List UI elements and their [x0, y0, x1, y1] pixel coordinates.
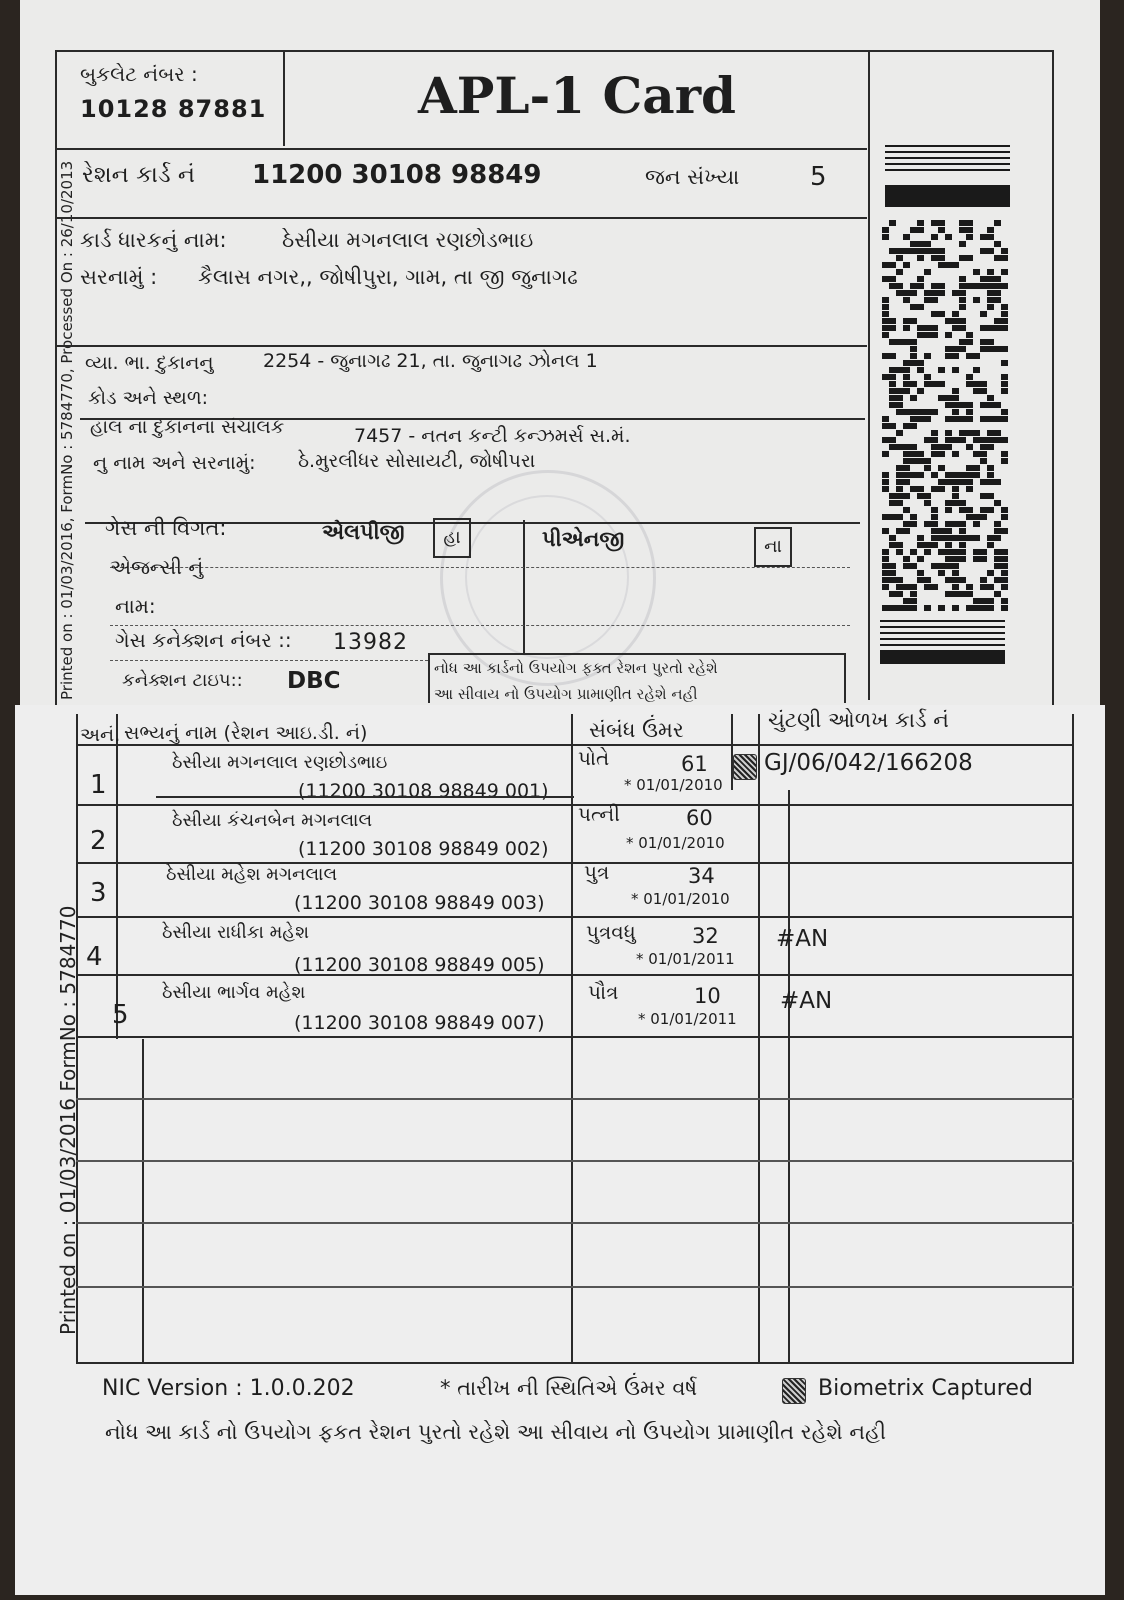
members-table: [76, 708, 1074, 1364]
header-underline: [76, 744, 1074, 746]
member-ration-id: (11200 30108 98849 005): [294, 954, 545, 976]
shop-label-1: વ્યા. ભા. દુકાનનુ: [85, 352, 214, 374]
lpg-label: એલપીજી: [322, 520, 405, 544]
row-line-3: [76, 916, 1074, 918]
ration-card-label: રેશન કાર્ડ નં: [82, 162, 196, 188]
gas-dash-3: [110, 660, 428, 661]
member-relation: પૌત્ર: [588, 980, 619, 1004]
member-voter-id: GJ/06/042/166208: [764, 750, 973, 776]
gas-column-divider: [523, 520, 525, 655]
member-ration-id: (11200 30108 98849 002): [298, 838, 549, 860]
connection-type-value: DBC: [287, 668, 341, 694]
fingerprint-icon: [733, 754, 757, 780]
booklet-divider: [283, 50, 285, 146]
address-label: સરનામું :: [80, 265, 158, 289]
member-name: ઠેસીયા રાધીકા મહેશ: [162, 922, 309, 943]
member-name: ઠેસીયા મહેશ મગનલાલ: [166, 864, 338, 885]
empty-row-line-2: [76, 1160, 1074, 1162]
row-line-4: [76, 974, 1074, 976]
member-serial: 1: [90, 770, 107, 800]
member-relation: પત્ની: [578, 802, 620, 826]
gas-connection-number: 13982: [333, 630, 408, 655]
bottom-note: નોધ આ કાર્ડ નો ઉપયોગ ફકત રેશન પુરતો રહેશે આ સીવાય નો ઉપયોગ પ્રામાણીત રહેશે નહી: [105, 1420, 886, 1444]
member-serial: 2: [90, 826, 107, 856]
member-age-date: * 01/01/2011: [636, 950, 735, 968]
address-value: કૈલાસ નગર,, જોષીપુરા, ગામ, તા જી જુનાગઢ: [198, 265, 578, 289]
row-line-1: [76, 804, 1074, 806]
row-line-1a: [156, 796, 574, 798]
header-relation-age: સંબંધ ઉંમર: [589, 718, 684, 742]
ration-card-number: 11200 30108 98849: [252, 160, 542, 190]
agency-label-2: નામ:: [115, 594, 156, 618]
member-ration-id: (11200 30108 98849 007): [294, 1012, 545, 1034]
header-serial: અનં.: [80, 724, 121, 746]
empty-row-line-1: [76, 1098, 1074, 1100]
population-value: 5: [810, 162, 827, 192]
member-age-date: * 01/01/2010: [631, 890, 730, 908]
empty-row-line-4: [76, 1286, 1074, 1288]
booklet-number: 10128 87881: [80, 95, 267, 123]
gas-dash-1: [110, 567, 850, 568]
note-box-line-2: આ સીવાય નો ઉપયોગ પ્રામાણીત રહેશે નહી: [434, 685, 698, 703]
png-value-box: ના: [754, 527, 792, 567]
agency-label-1: એજન્સી નું: [110, 555, 204, 579]
member-voter-id: #AN: [780, 988, 833, 1014]
header-name: સભ્યનું નામ (રેશન આઇ.ડી. નં): [124, 722, 368, 744]
member-age-date: * 01/01/2010: [626, 834, 725, 852]
member-ration-id: (11200 30108 98849 001): [298, 780, 549, 802]
holder-label: કાર્ડ ધારકનું નામ:: [80, 228, 227, 252]
header-divider: [55, 148, 867, 150]
relation-column-divider: [571, 714, 573, 1362]
member-relation: પુત્ર: [584, 860, 610, 884]
lpg-value-box: હા: [433, 518, 471, 558]
member-name: ઠેસીયા કંચનબેન મગનલાલ: [172, 810, 373, 831]
serial-column-divider-lower: [142, 1039, 144, 1364]
operator-value-1: 7457 - નતન કન્ટી કન્ઝમર્સ સ.મં.: [354, 425, 631, 447]
operator-label-2: નુ નામ અને સરનામું:: [93, 452, 256, 474]
population-label: જન સંખ્યા: [645, 165, 740, 189]
member-age: 32: [692, 924, 719, 948]
side-note-bottom: Printed on : 01/03/2016 FormNo : 5784770: [56, 905, 80, 1335]
member-age: 60: [686, 806, 713, 830]
member-age-date: * 01/01/2010: [624, 776, 723, 794]
holder-divider: [55, 345, 867, 347]
gas-connection-label: ગેસ કનેક્શન નંબર ::: [115, 628, 292, 652]
fingerprint-icon: [782, 1378, 806, 1404]
row-line-5: [76, 1036, 1074, 1038]
holder-name: ઠેસીયા મગનલાલ રણછોડભાઇ: [282, 228, 534, 252]
operator-label-1: હાલ ના દુકાનના સંચાલક: [90, 416, 285, 438]
connection-type-label: કનેક્શન ટાઇપ::: [122, 670, 243, 691]
empty-row-line-3: [76, 1222, 1074, 1224]
member-relation: પુત્રવધુ: [586, 920, 636, 944]
table-right-border: [1072, 714, 1074, 1364]
ration-divider: [55, 217, 867, 219]
member-age: 10: [694, 984, 721, 1008]
member-name: ઠેસીયા મગનલાલ રણછોડભાઇ: [172, 752, 388, 773]
biometrix-captured: Biometrix Captured: [818, 1376, 1033, 1401]
voter-column-divider-b: [788, 790, 790, 1362]
serial-column-divider: [116, 714, 118, 1039]
member-serial: 5: [112, 1000, 129, 1030]
note-box: [428, 653, 846, 703]
png-label: પીએનજી: [542, 527, 625, 551]
booklet-label: બુકલેટ નંબર :: [80, 62, 198, 86]
member-relation: પોતે: [578, 746, 610, 770]
gas-label: ગેસ ની વિગત:: [105, 516, 227, 540]
note-box-line-1: નોધ આ કાર્ડનો ઉપયોગ ફક્ત રેશન પુરતો રહેશે: [434, 659, 718, 677]
age-note: * તારીખ ની સ્થિતિએ ઉંમર વર્ષ: [440, 1376, 698, 1400]
member-age: 34: [688, 864, 715, 888]
barcode-image: [870, 140, 1010, 680]
card-title: APL-1 Card: [418, 66, 736, 125]
member-serial: 3: [90, 878, 107, 908]
member-age: 61: [681, 752, 708, 776]
member-voter-id: #AN: [776, 926, 829, 952]
table-bottom-border: [76, 1362, 1074, 1364]
member-age-date: * 01/01/2011: [638, 1010, 737, 1028]
table-left-border: [76, 714, 78, 1364]
shop-label-2: કોડ અને સ્થળ:: [88, 387, 209, 409]
operator-value-2: ઠે.મુરલીધર સોસાયટી, જોષીપરા: [298, 450, 536, 472]
member-name: ઠેસીયા ભાર્ગવ મહેશ: [162, 982, 306, 1003]
gas-dash-2: [110, 625, 850, 626]
header-voter-id: ચુંટણી ઓળખ કાર્ડ નં: [768, 708, 949, 732]
voter-column-divider: [758, 714, 760, 1362]
shop-value: 2254 - જુનાગઢ 21, તા. જુનાગઢ ઝોનલ 1: [263, 350, 598, 372]
side-note-top: Printed on : 01/03/2016, FormNo : 5784770, Processed On : 26/10/2013: [58, 160, 76, 700]
member-serial: 4: [86, 942, 103, 972]
nic-version: NIC Version : 1.0.0.202: [102, 1376, 355, 1401]
member-ration-id: (11200 30108 98849 003): [294, 892, 545, 914]
